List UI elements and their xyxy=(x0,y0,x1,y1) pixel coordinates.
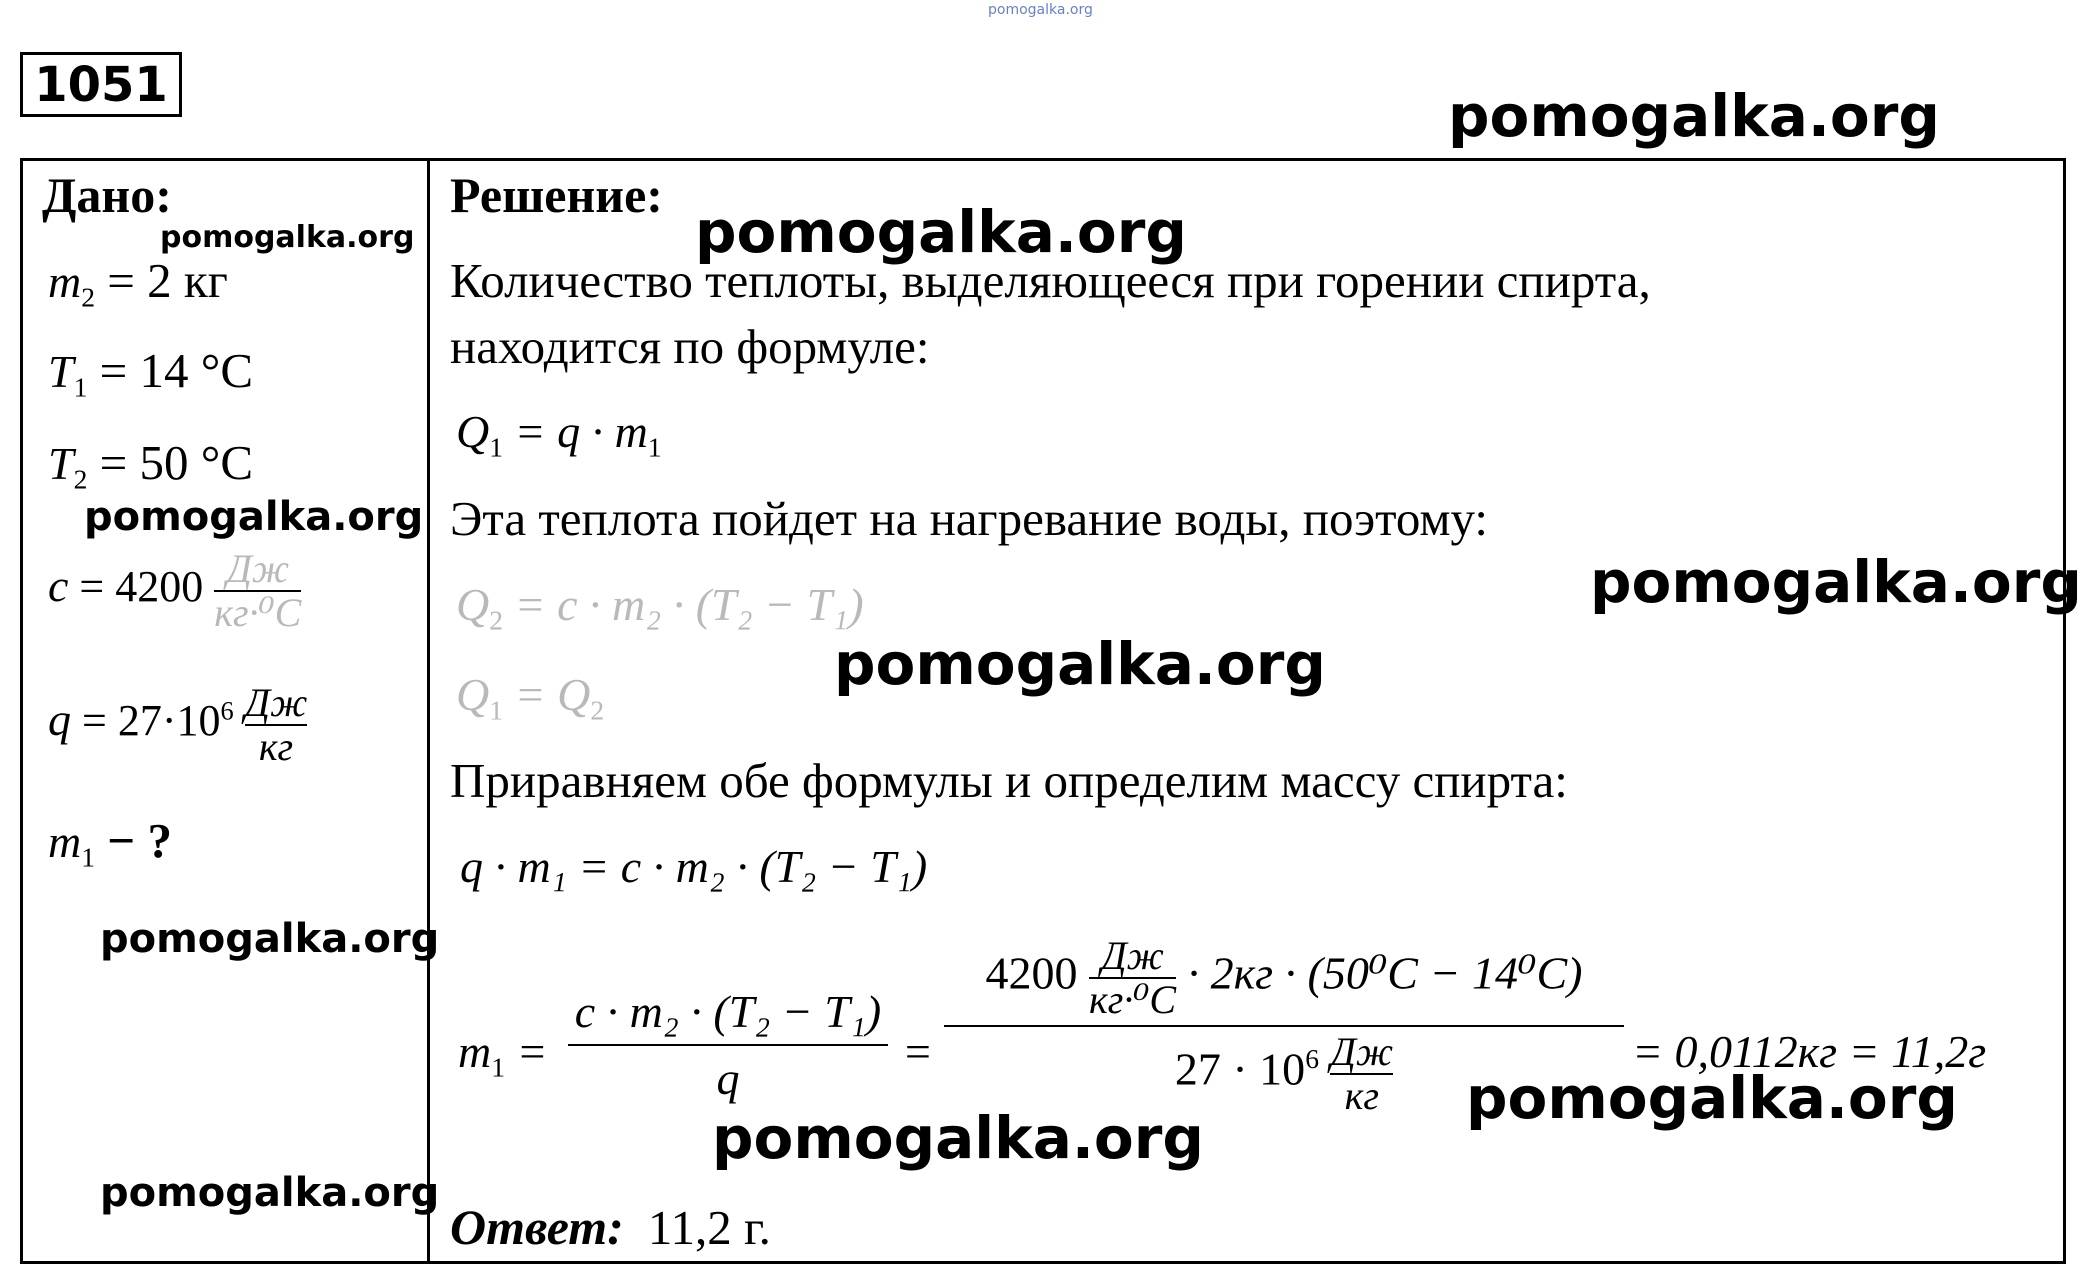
watermark: pomogalka.org xyxy=(100,916,440,962)
solution-line-2: находится по формуле: xyxy=(450,319,930,374)
given-t1: $T_1 = 14$ °С xyxy=(48,343,254,403)
formula-equation: q · m₁ = c · m₂ · (T₂ − T₁) xyxy=(460,841,928,892)
watermark: pomogalka.org xyxy=(834,630,1326,698)
watermark: pomogalka.org xyxy=(712,1104,1204,1172)
watermark: pomogalka.org xyxy=(695,198,1187,266)
given-t2: $T_2 = 50$ °С xyxy=(48,435,254,495)
top-watermark: pomogalka.org xyxy=(988,2,1093,18)
solution-line-4: Приравняем обе формулы и определим массу спирта: xyxy=(450,753,1568,808)
problem-number: 1051 xyxy=(20,52,182,117)
formula-q2: $Q_2 = c \cdot m_2 \cdot (T_2 - T_1)$ xyxy=(456,579,864,636)
solution-line-3: Эта теплота пойдет на нагревание воды, поэтому: xyxy=(450,491,1488,546)
watermark: pomogalka.org xyxy=(1590,548,2082,616)
formula-q-equal: $Q_1 = Q_2$ xyxy=(456,669,605,726)
site-watermark: pomogalka.org xyxy=(1448,82,1940,150)
watermark: pomogalka.org xyxy=(84,494,424,540)
given-m2: $m_2 = 2$ кг xyxy=(48,253,228,313)
watermark: pomogalka.org xyxy=(100,1170,440,1216)
solution-line-1: Количество теплоты, выделяющееся при горении спирта, xyxy=(450,253,1651,308)
watermark: pomogalka.org xyxy=(1466,1064,1958,1132)
solution-title: Решение: xyxy=(450,167,663,223)
formula-q1: $Q_1 = q \cdot m_1$ xyxy=(456,406,662,463)
given-q: $q = 27\cdot 10^6$ $\frac{Дж}{кг}$ xyxy=(48,680,308,769)
column-divider xyxy=(427,158,430,1264)
watermark: pomogalka.org xyxy=(160,220,415,255)
given-find: $m_1$ − ? xyxy=(48,813,172,873)
answer: Ответ: 11,2 г. xyxy=(450,1199,771,1255)
given-c: c = 4200 $\frac{Дж}{\text{кг·⁰С}}$ xyxy=(48,546,302,635)
given-title: Дано: xyxy=(42,167,172,223)
